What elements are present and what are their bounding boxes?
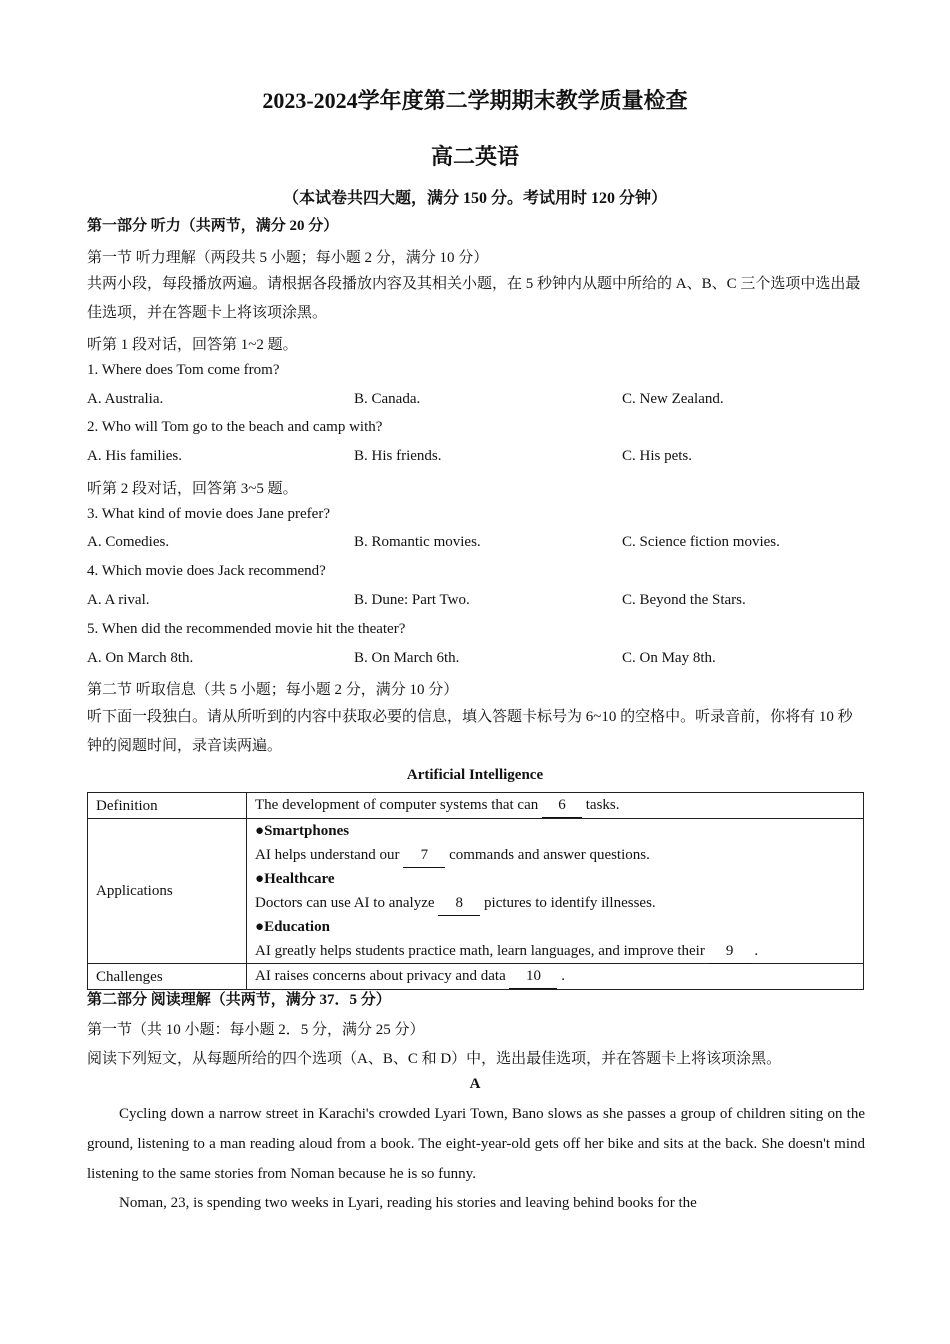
blank-10: 10 bbox=[509, 964, 557, 989]
option-2b: B. His friends. bbox=[354, 448, 442, 464]
bullet-icon: ● bbox=[255, 919, 265, 935]
healthcare-heading: ●Healthcare bbox=[255, 871, 335, 887]
smartphones-heading: ●Smartphones bbox=[255, 823, 350, 839]
question-5: 5. When did the recommended movie hit the theater? bbox=[87, 621, 406, 637]
option-2c: C. His pets. bbox=[622, 448, 693, 464]
applications-cell bbox=[247, 819, 864, 964]
option-1a: A. Australia. bbox=[87, 391, 164, 407]
exam-subject: 高二英语 bbox=[430, 144, 519, 169]
question-1: 1. Where does Tom come from? bbox=[87, 362, 280, 378]
exam-note: （本试卷共四大题，满分 150 分。考试用时 120 分钟） bbox=[282, 190, 667, 207]
table-row bbox=[88, 793, 864, 819]
section2-heading: 第二节 听取信息（共 5 小题；每小题 2 分，满分 10 分） bbox=[87, 682, 459, 698]
passage-paragraph-2: Noman, 23, is spending two weeks in Lyari, reading his stories and leaving behind books for the bbox=[119, 1195, 697, 1211]
option-3b: B. Romantic movies. bbox=[354, 534, 481, 550]
education-heading: ●Education bbox=[255, 919, 330, 935]
definition-text-pre: The development of computer systems that can bbox=[255, 797, 542, 813]
question-2: 2. Who will Tom go to the beach and camp with? bbox=[87, 419, 383, 435]
option-4c: C. Beyond the Stars. bbox=[622, 592, 746, 608]
bullet-icon: ● bbox=[255, 823, 265, 839]
healthcare-text: Doctors can use AI to analyze 8 pictures to identify illnesses. bbox=[255, 891, 855, 915]
section1-heading: 第一节 听力理解（两段共 5 小题；每小题 2 分，满分 10 分） bbox=[87, 250, 489, 266]
option-3a: A. Comedies. bbox=[87, 534, 170, 550]
challenges-cell: AI raises concerns about privacy and data 10 . bbox=[247, 964, 864, 990]
table-row bbox=[88, 819, 864, 964]
smartphones-text: AI helps understand our 7 commands and answer questions. bbox=[255, 843, 855, 867]
table-title: Artificial Intelligence bbox=[406, 767, 544, 783]
dialog2-prompt: 听第 2 段对话，回答第 3~5 题。 bbox=[87, 481, 298, 497]
definition-label: Definition bbox=[88, 793, 247, 819]
option-5b: B. On March 6th. bbox=[354, 650, 460, 666]
option-5a: A. On March 8th. bbox=[87, 650, 194, 666]
passage-paragraph-1: Cycling down a narrow street in Karachi's crowded Lyari Town, Bano slows as she passes a group of children siting on the ground, listening to a man reading aloud from a book. The eight-year-old gets off her bike and sits at the back. She doesn't mind listening to the same stories from Noman because he is so funny. bbox=[87, 1106, 865, 1182]
question-4: 4. Which movie does Jack recommend? bbox=[87, 563, 326, 579]
option-4a: A. A rival. bbox=[87, 592, 150, 608]
challenges-label: Challenges bbox=[88, 964, 247, 990]
section2-instructions: 听下面一段独白。请从所听到的内容中获取必要的信息，填入答题卡标号为 6~10 的空格中。听录音前，你将有 10 秒钟的阅题时间，录音读两遍。 bbox=[87, 709, 853, 754]
passage-label: A bbox=[469, 1076, 481, 1092]
blank-9: 9 bbox=[709, 939, 751, 964]
option-3c: C. Science fiction movies. bbox=[622, 534, 780, 550]
part2-heading: 第二部分 阅读理解（共两节，满分 37．5 分） bbox=[87, 992, 391, 1008]
education-text: AI greatly helps students practice math, learn languages, and improve their 9 . bbox=[255, 939, 855, 963]
applications-label: Applications bbox=[88, 819, 247, 964]
option-1b: B. Canada. bbox=[354, 391, 421, 407]
bullet-icon: ● bbox=[255, 871, 265, 887]
part2-instructions: 阅读下列短文，从每题所给的四个选项（A、B、C 和 D）中，选出最佳选项，并在答题卡上将该项涂黑。 bbox=[87, 1051, 782, 1067]
question-3: 3. What kind of movie does Jane prefer? bbox=[87, 506, 330, 522]
blank-7: 7 bbox=[403, 843, 445, 868]
definition-cell bbox=[247, 793, 864, 819]
option-2a: A. His families. bbox=[87, 448, 182, 464]
ai-info-table bbox=[87, 792, 864, 990]
dialog1-prompt: 听第 1 段对话，回答第 1~2 题。 bbox=[87, 337, 298, 353]
exam-title: 2023-2024学年度第二学期期末教学质量检查 bbox=[262, 88, 688, 113]
part1-heading: 第一部分 听力（共两节，满分 20 分） bbox=[87, 218, 339, 234]
table-row bbox=[88, 964, 864, 990]
option-1c: C. New Zealand. bbox=[622, 391, 724, 407]
blank-8: 8 bbox=[438, 891, 480, 916]
option-4b: B. Dune: Part Two. bbox=[354, 592, 470, 608]
section1-instructions: 共两小段，每段播放两遍。请根据各段播放内容及其相关小题，在 5 秒钟内从题中所给的 A、B、C 三个选项中选出最佳选项，并在答题卡上将该项涂黑。 bbox=[87, 276, 861, 321]
definition-text-post: tasks. bbox=[582, 797, 620, 813]
option-5c: C. On May 8th. bbox=[622, 650, 716, 666]
blank-6: 6 bbox=[542, 793, 582, 818]
part2-section1-heading: 第一节（共 10 小题：每小题 2．5 分，满分 25 分） bbox=[87, 1022, 425, 1038]
